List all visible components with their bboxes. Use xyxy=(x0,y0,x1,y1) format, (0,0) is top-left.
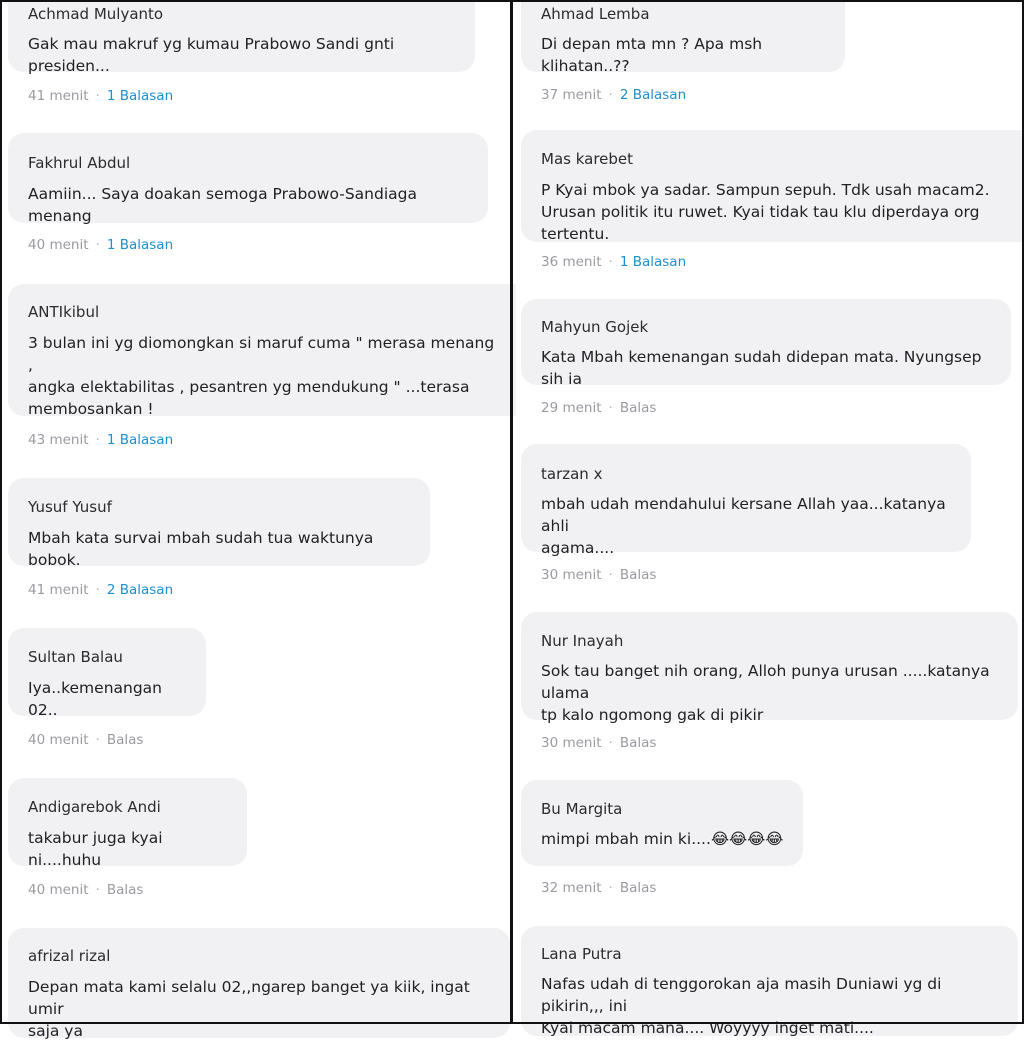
comment-time: 30 menit xyxy=(541,567,602,583)
comment-bubble[interactable] xyxy=(8,778,247,869)
comment-meta xyxy=(541,87,686,103)
comment-meta xyxy=(28,432,173,448)
comment-author[interactable]: tarzan x xyxy=(541,465,603,483)
comment-text: P Kyai mbok ya sadar. Sampun sepuh. Tdk usah macam2. Urusan politik itu ruwet. Kyai tidak tau klu diperdaya org tertentu. xyxy=(541,181,990,243)
comment-meta xyxy=(541,400,656,416)
comment-bubble[interactable] xyxy=(8,0,475,75)
comment-bubble[interactable] xyxy=(521,130,1024,242)
reply-link[interactable]: Balas xyxy=(106,732,144,748)
comment-text: Nafas udah di tenggorokan aja masih Duniawi yg di pikirin,,, ini Kyai macam mana.... Woyyyy inget mati.... xyxy=(541,975,942,1037)
comment-meta xyxy=(28,582,173,598)
comment-bubble[interactable] xyxy=(8,478,430,569)
comment-time: 41 menit xyxy=(28,582,89,598)
comment-time: 37 menit xyxy=(541,87,602,103)
comment-bubble[interactable] xyxy=(8,284,516,416)
meta-separator: · xyxy=(608,735,613,751)
comment-bubble[interactable] xyxy=(521,926,1018,1036)
comment-time: 40 menit xyxy=(28,882,89,898)
reply-link[interactable]: Balas xyxy=(106,882,144,898)
reply-link[interactable]: 1 Balasan xyxy=(106,237,174,253)
comment-author[interactable]: Mas karebet xyxy=(541,150,634,168)
comment-meta xyxy=(541,735,656,751)
comment-author[interactable]: Mahyun Gojek xyxy=(541,318,649,336)
comment-time: 30 menit xyxy=(541,735,602,751)
comment-author[interactable]: Ahmad Lemba xyxy=(541,5,650,23)
comment-author[interactable]: Fakhrul Abdul xyxy=(28,154,131,172)
comment-bubble[interactable] xyxy=(521,0,845,75)
comment-text: mimpi mbah min ki....😂😂😂😂 xyxy=(541,830,784,848)
meta-separator: · xyxy=(608,880,613,896)
left-comment-panel xyxy=(0,0,510,1040)
comment-author[interactable]: Andigarebok Andi xyxy=(28,798,161,816)
comment-text: Di depan mta mn ? Apa msh klihatan..?? xyxy=(541,35,763,75)
reply-link[interactable]: 1 Balasan xyxy=(619,254,687,270)
comment-time: 29 menit xyxy=(541,400,602,416)
comment-time: 43 menit xyxy=(28,432,89,448)
comment-meta xyxy=(541,567,656,583)
reply-link[interactable]: Balas xyxy=(619,400,657,416)
reply-link[interactable]: Balas xyxy=(619,880,657,896)
reply-link[interactable]: 1 Balasan xyxy=(106,88,174,104)
comment-text: Kata Mbah kemenangan sudah didepan mata. Nyungsep sih ia xyxy=(541,348,982,388)
comment-time: 32 menit xyxy=(541,880,602,896)
comment-text: Mbah kata survai mbah sudah tua waktunya bobok. xyxy=(28,529,374,569)
meta-separator: · xyxy=(95,432,100,448)
comment-text: Aamiin... Saya doakan semoga Prabowo-Sandiaga menang xyxy=(28,185,417,225)
comment-text: takabur juga kyai ni....huhu xyxy=(28,829,163,869)
comment-text: 3 bulan ini yg diomongkan si maruf cuma " merasa menang , angka elektabilitas , pesantren yg mendukung " ...terasa membosankan ! xyxy=(28,334,495,418)
meta-separator: · xyxy=(95,582,100,598)
comment-meta xyxy=(28,237,173,253)
comment-time: 41 menit xyxy=(28,88,89,104)
reply-link[interactable]: 2 Balasan xyxy=(106,582,174,598)
comment-author[interactable]: Sultan Balau xyxy=(28,648,123,666)
meta-separator: · xyxy=(95,732,100,748)
comment-bubble[interactable] xyxy=(8,628,206,719)
meta-separator: · xyxy=(95,237,100,253)
comment-meta xyxy=(28,732,143,748)
comment-bubble[interactable] xyxy=(8,133,488,223)
reply-link[interactable]: Balas xyxy=(619,567,657,583)
comment-author[interactable]: Yusuf Yusuf xyxy=(28,498,112,516)
comment-meta xyxy=(28,882,143,898)
comment-text: Depan mata kami selalu 02,,ngarep banget ya kiik, ingat umir saja ya xyxy=(28,978,470,1040)
comment-bubble[interactable] xyxy=(521,780,803,866)
comment-author[interactable]: Nur Inayah xyxy=(541,632,624,650)
meta-separator: · xyxy=(95,882,100,898)
comment-text: Sok tau banget nih orang, Alloh punya urusan .....katanya ulama tp kalo ngomong gak di pikir xyxy=(541,662,990,724)
comment-meta xyxy=(541,880,656,896)
comment-meta xyxy=(28,88,173,104)
meta-separator: · xyxy=(95,88,100,104)
panel-divider xyxy=(510,0,513,1024)
comment-author[interactable]: afrizal rizal xyxy=(28,947,111,965)
comment-meta xyxy=(541,254,686,270)
comment-text: Iya..kemenangan 02.. xyxy=(28,679,162,719)
comment-author[interactable]: Lana Putra xyxy=(541,945,622,963)
comment-author[interactable]: Bu Margita xyxy=(541,800,623,818)
comment-bubble[interactable] xyxy=(8,928,510,1038)
comment-time: 40 menit xyxy=(28,237,89,253)
comment-time: 40 menit xyxy=(28,732,89,748)
reply-link[interactable]: Balas xyxy=(619,735,657,751)
meta-separator: · xyxy=(608,254,613,270)
reply-link[interactable]: 2 Balasan xyxy=(619,87,687,103)
comment-bubble[interactable] xyxy=(521,612,1018,724)
meta-separator: · xyxy=(608,87,613,103)
comment-text: Gak mau makruf yg kumau Prabowo Sandi gnti presiden... xyxy=(28,35,395,75)
right-comment-panel xyxy=(513,0,1024,1037)
comment-author[interactable]: Achmad Mulyanto xyxy=(28,5,164,23)
comment-text: mbah udah mendahului kersane Allah yaa...katanya ahli agama.... xyxy=(541,495,946,557)
comment-time: 36 menit xyxy=(541,254,602,270)
reply-link[interactable]: 1 Balasan xyxy=(106,432,174,448)
comment-bubble[interactable] xyxy=(521,299,1011,388)
meta-separator: · xyxy=(608,567,613,583)
comment-bubble[interactable] xyxy=(521,444,971,557)
meta-separator: · xyxy=(608,400,613,416)
comment-author[interactable]: ANTIkibul xyxy=(28,303,100,321)
